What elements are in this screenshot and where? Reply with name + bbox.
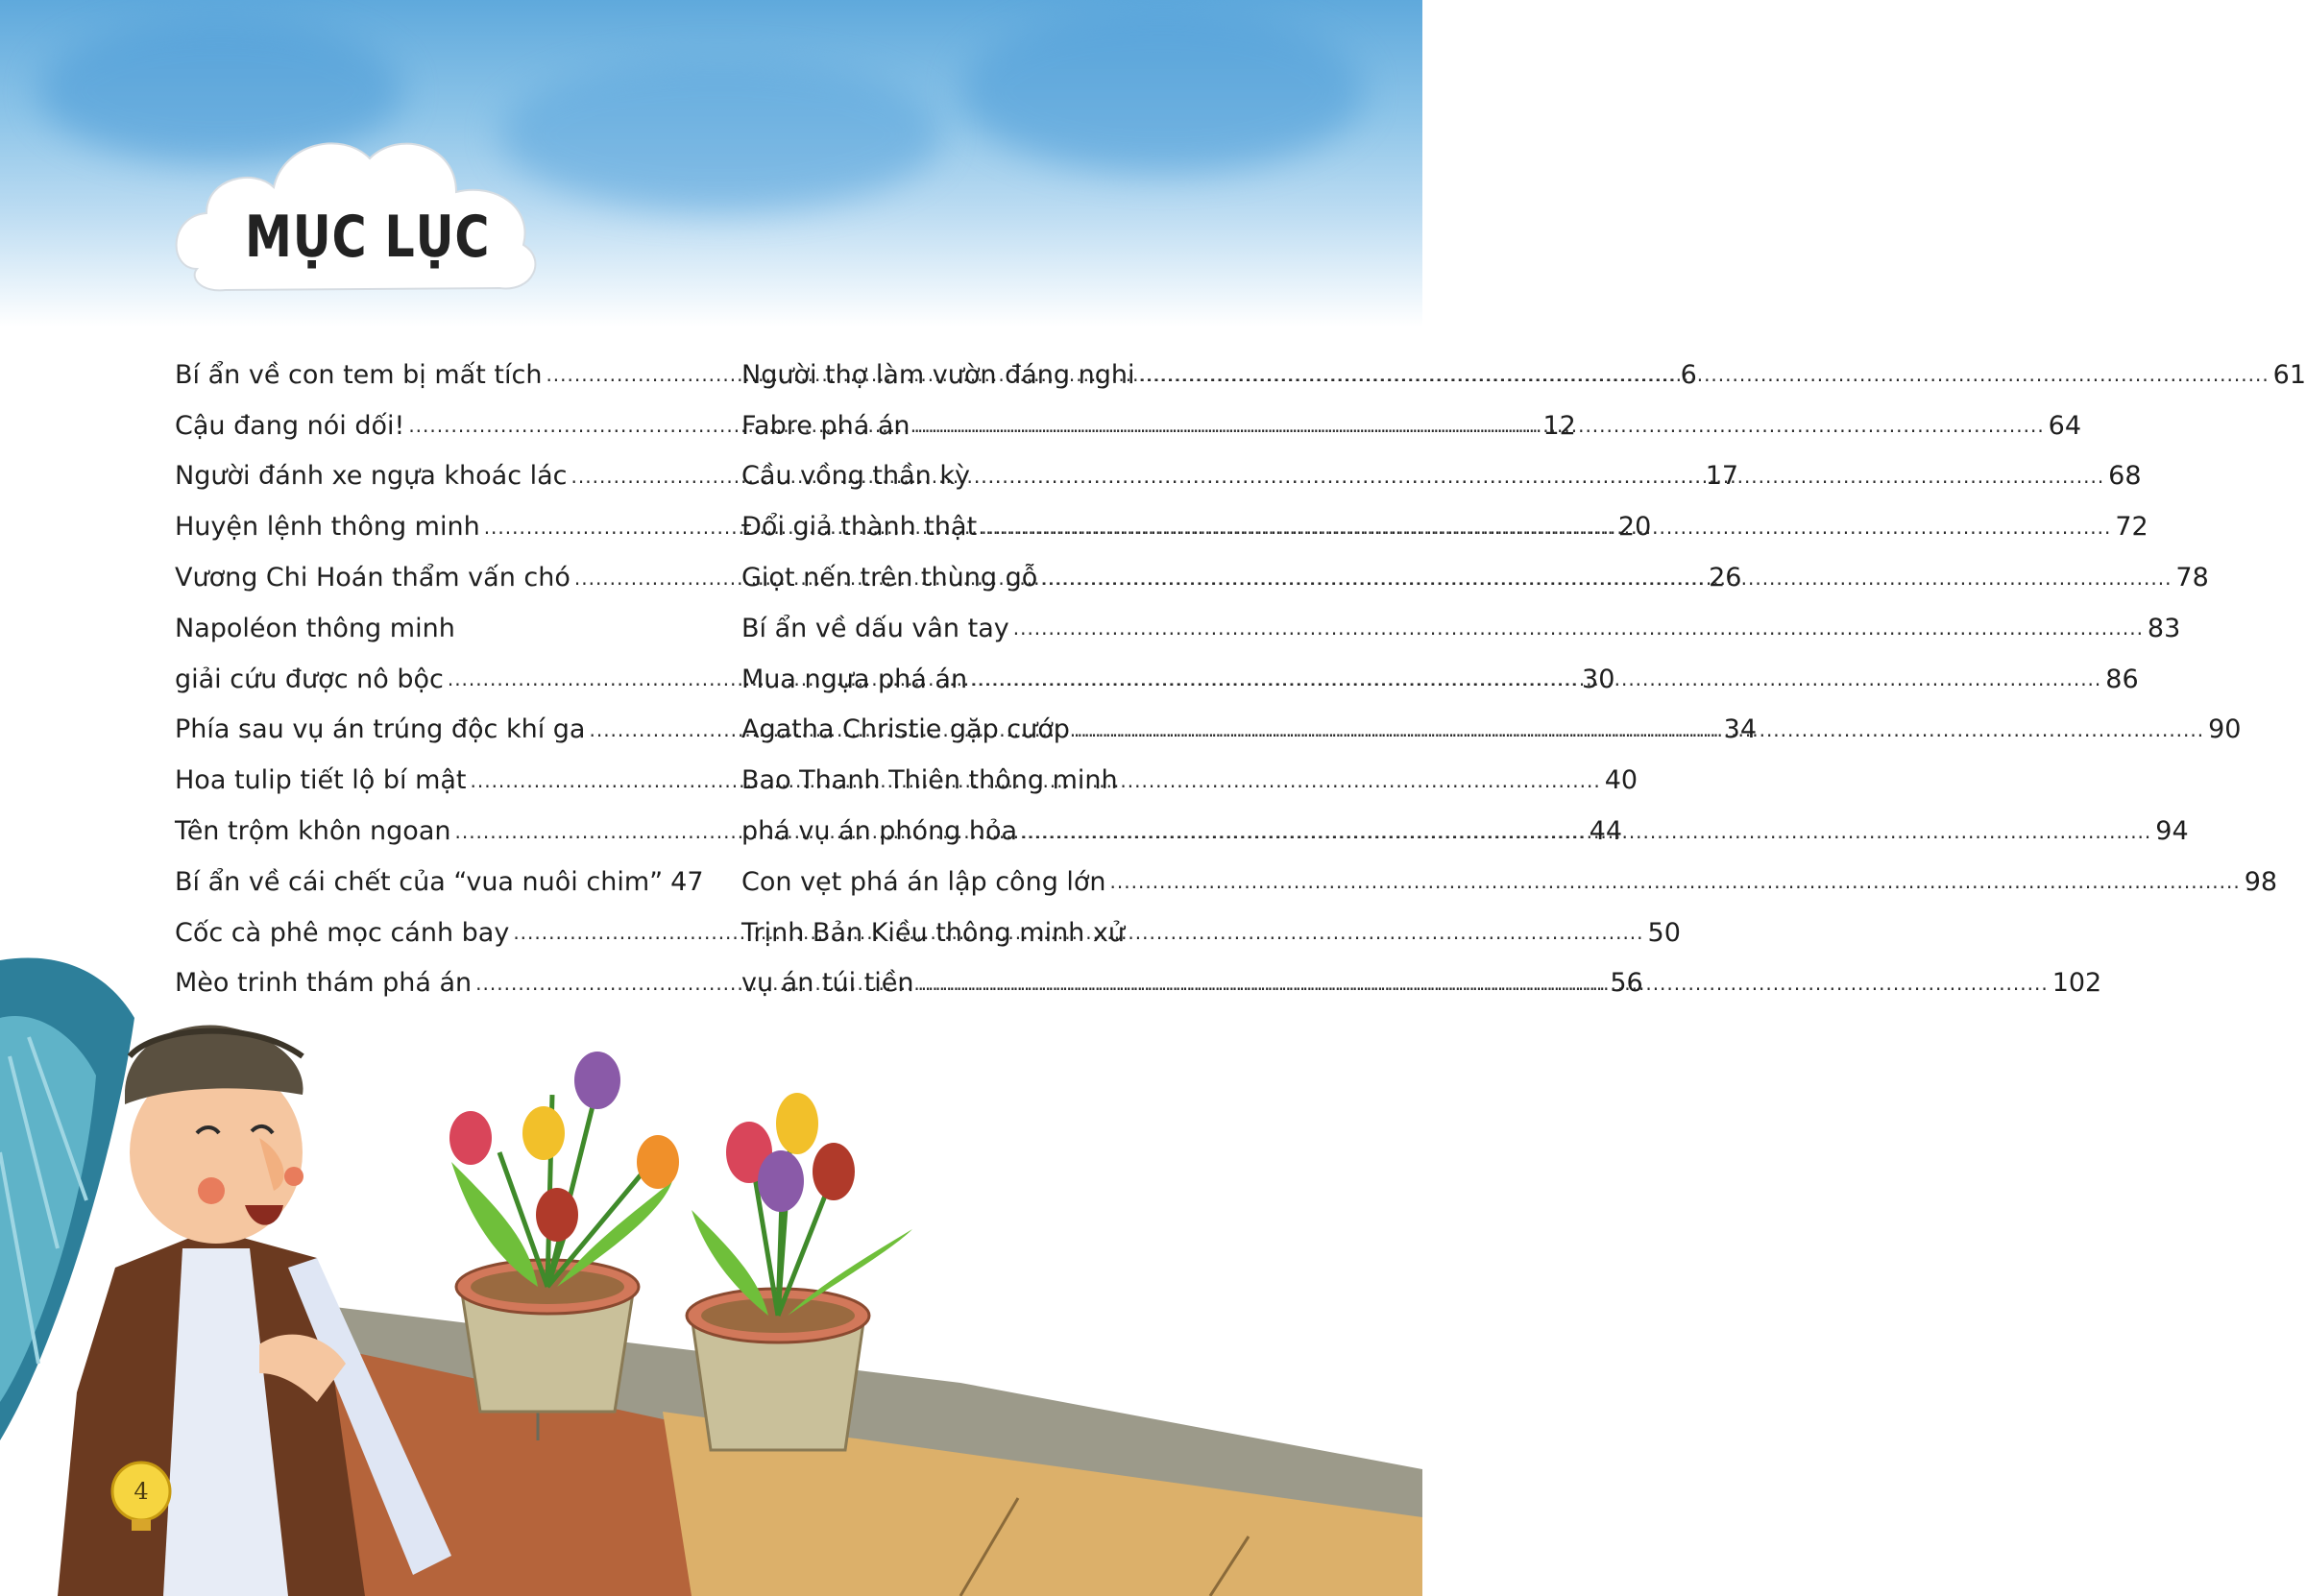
toc-entry-page: 98 [2244,866,2278,897]
toc-entry-title: Huyện lệnh thông minh [175,512,480,543]
toc-leader-dots [1110,870,2241,893]
toc-leader-dots [1041,567,2172,590]
toc-entry-page: 64 [2048,410,2082,441]
toc-entry-page: 83 [2147,613,2181,643]
toc-leader-dots [1138,363,2269,386]
page-title: MỤC LỤC [245,204,491,271]
page-number: 4 [134,1478,149,1505]
toc-entry-title: vụ án túi tiền [741,968,914,999]
toc-entry[interactable] [741,350,2306,400]
toc-entry[interactable] [175,603,676,654]
toc-leader-dots [1013,617,2144,640]
toc-entry[interactable] [741,857,2278,907]
toc-entry-page: 20 [1617,512,1652,543]
toc-entry-page: 44 [1589,816,1623,847]
toc-entry-title: Mua ngựa phá án [741,664,968,694]
toc-entry-page: 61 [2272,359,2306,390]
toc-entry-page: 40 [1604,765,1638,796]
toc-leader-dots [971,667,2101,690]
toc-entry-title: Napoléon thông minh [175,613,455,643]
toc-leader-dots [1021,820,2151,843]
toc-leader-dots [913,414,2044,437]
toc-entry-title: Tên trộm khôn ngoan [175,816,451,847]
toc-entry-title: Người đánh xe ngựa khoác lác [175,461,568,492]
toc-leader-dots [974,465,2104,488]
toc-entry[interactable] [741,603,2181,654]
toc-entry-title: Cốc cà phê mọc cánh bay [175,917,510,948]
toc-entry[interactable] [175,857,704,907]
toc-entry-title: Con vẹt phá án lập công lớn [741,866,1106,897]
toc-entry-title: Bao Thanh Thiên thông minh [741,765,1118,796]
toc-entry-page: 86 [2105,664,2139,694]
toc-entry-title: Bí ẩn về dấu vân tay [741,613,1009,643]
toc-entry-page: 78 [2175,563,2209,593]
toc-entry-page: 50 [1647,917,1681,948]
toc-entry-title: giải cứu được nô bộc [175,664,444,694]
toc-entry-title: Giọt nến trên thùng gỗ [741,563,1038,593]
toc-entry-page: 26 [1709,563,1742,593]
toc-leader-dots [1074,718,2204,741]
toc-entry-page: 56 [1610,968,1643,999]
toc-entry-title: Vương Chi Hoán thẩm vấn chó [175,563,570,593]
toc-entry-title: Người thợ làm vườn đáng nghi [741,359,1135,390]
toc-entry-page: 72 [2115,512,2148,543]
toc-entry[interactable] [741,755,1243,806]
toc-entry-page: 30 [1582,664,1615,694]
toc-entry-title: phá vụ án phóng hỏa [741,816,1018,847]
toc-entry-page: 12 [1542,410,1576,441]
toc-entry-title: Cậu đang nói dối! [175,410,405,441]
toc-entry-page: 34 [1723,714,1758,745]
toc-entry-title: Bí ẩn về cái chết của “vua nuôi chim” [175,866,664,897]
toc-entry-title: Agatha Christie gặp cướp [741,714,1070,745]
toc-entry-title: Phía sau vụ án trúng độc khí ga [175,714,586,745]
toc-entry-page: 47 [670,866,704,897]
toc-entry-page: 6 [1680,359,1697,390]
toc-leader-dots [981,516,2111,539]
toc-entry-page: 90 [2208,714,2242,745]
toc-entry-page: 17 [1705,461,1739,492]
toc-entry-title: Cầu vồng thần kỳ [741,461,970,492]
toc-entry-title: Hoa tulip tiết lộ bí mật [175,765,467,796]
toc-entry-title: Trịnh Bản Kiều thông minh xử [741,917,1125,948]
toc-entry-title: Đổi giả thành thật [741,512,978,543]
toc-entry-page: 102 [2051,968,2102,999]
toc-entry-title: Mèo trinh thám phá án [175,968,473,999]
toc-entry-title: Bí ẩn về con tem bị mất tích [175,359,543,390]
toc-entry-title: Fabre phá án [741,410,910,441]
toc-entry-page: 68 [2108,461,2142,492]
toc-entry-page: 94 [2155,816,2189,847]
illustration [0,951,1422,1596]
